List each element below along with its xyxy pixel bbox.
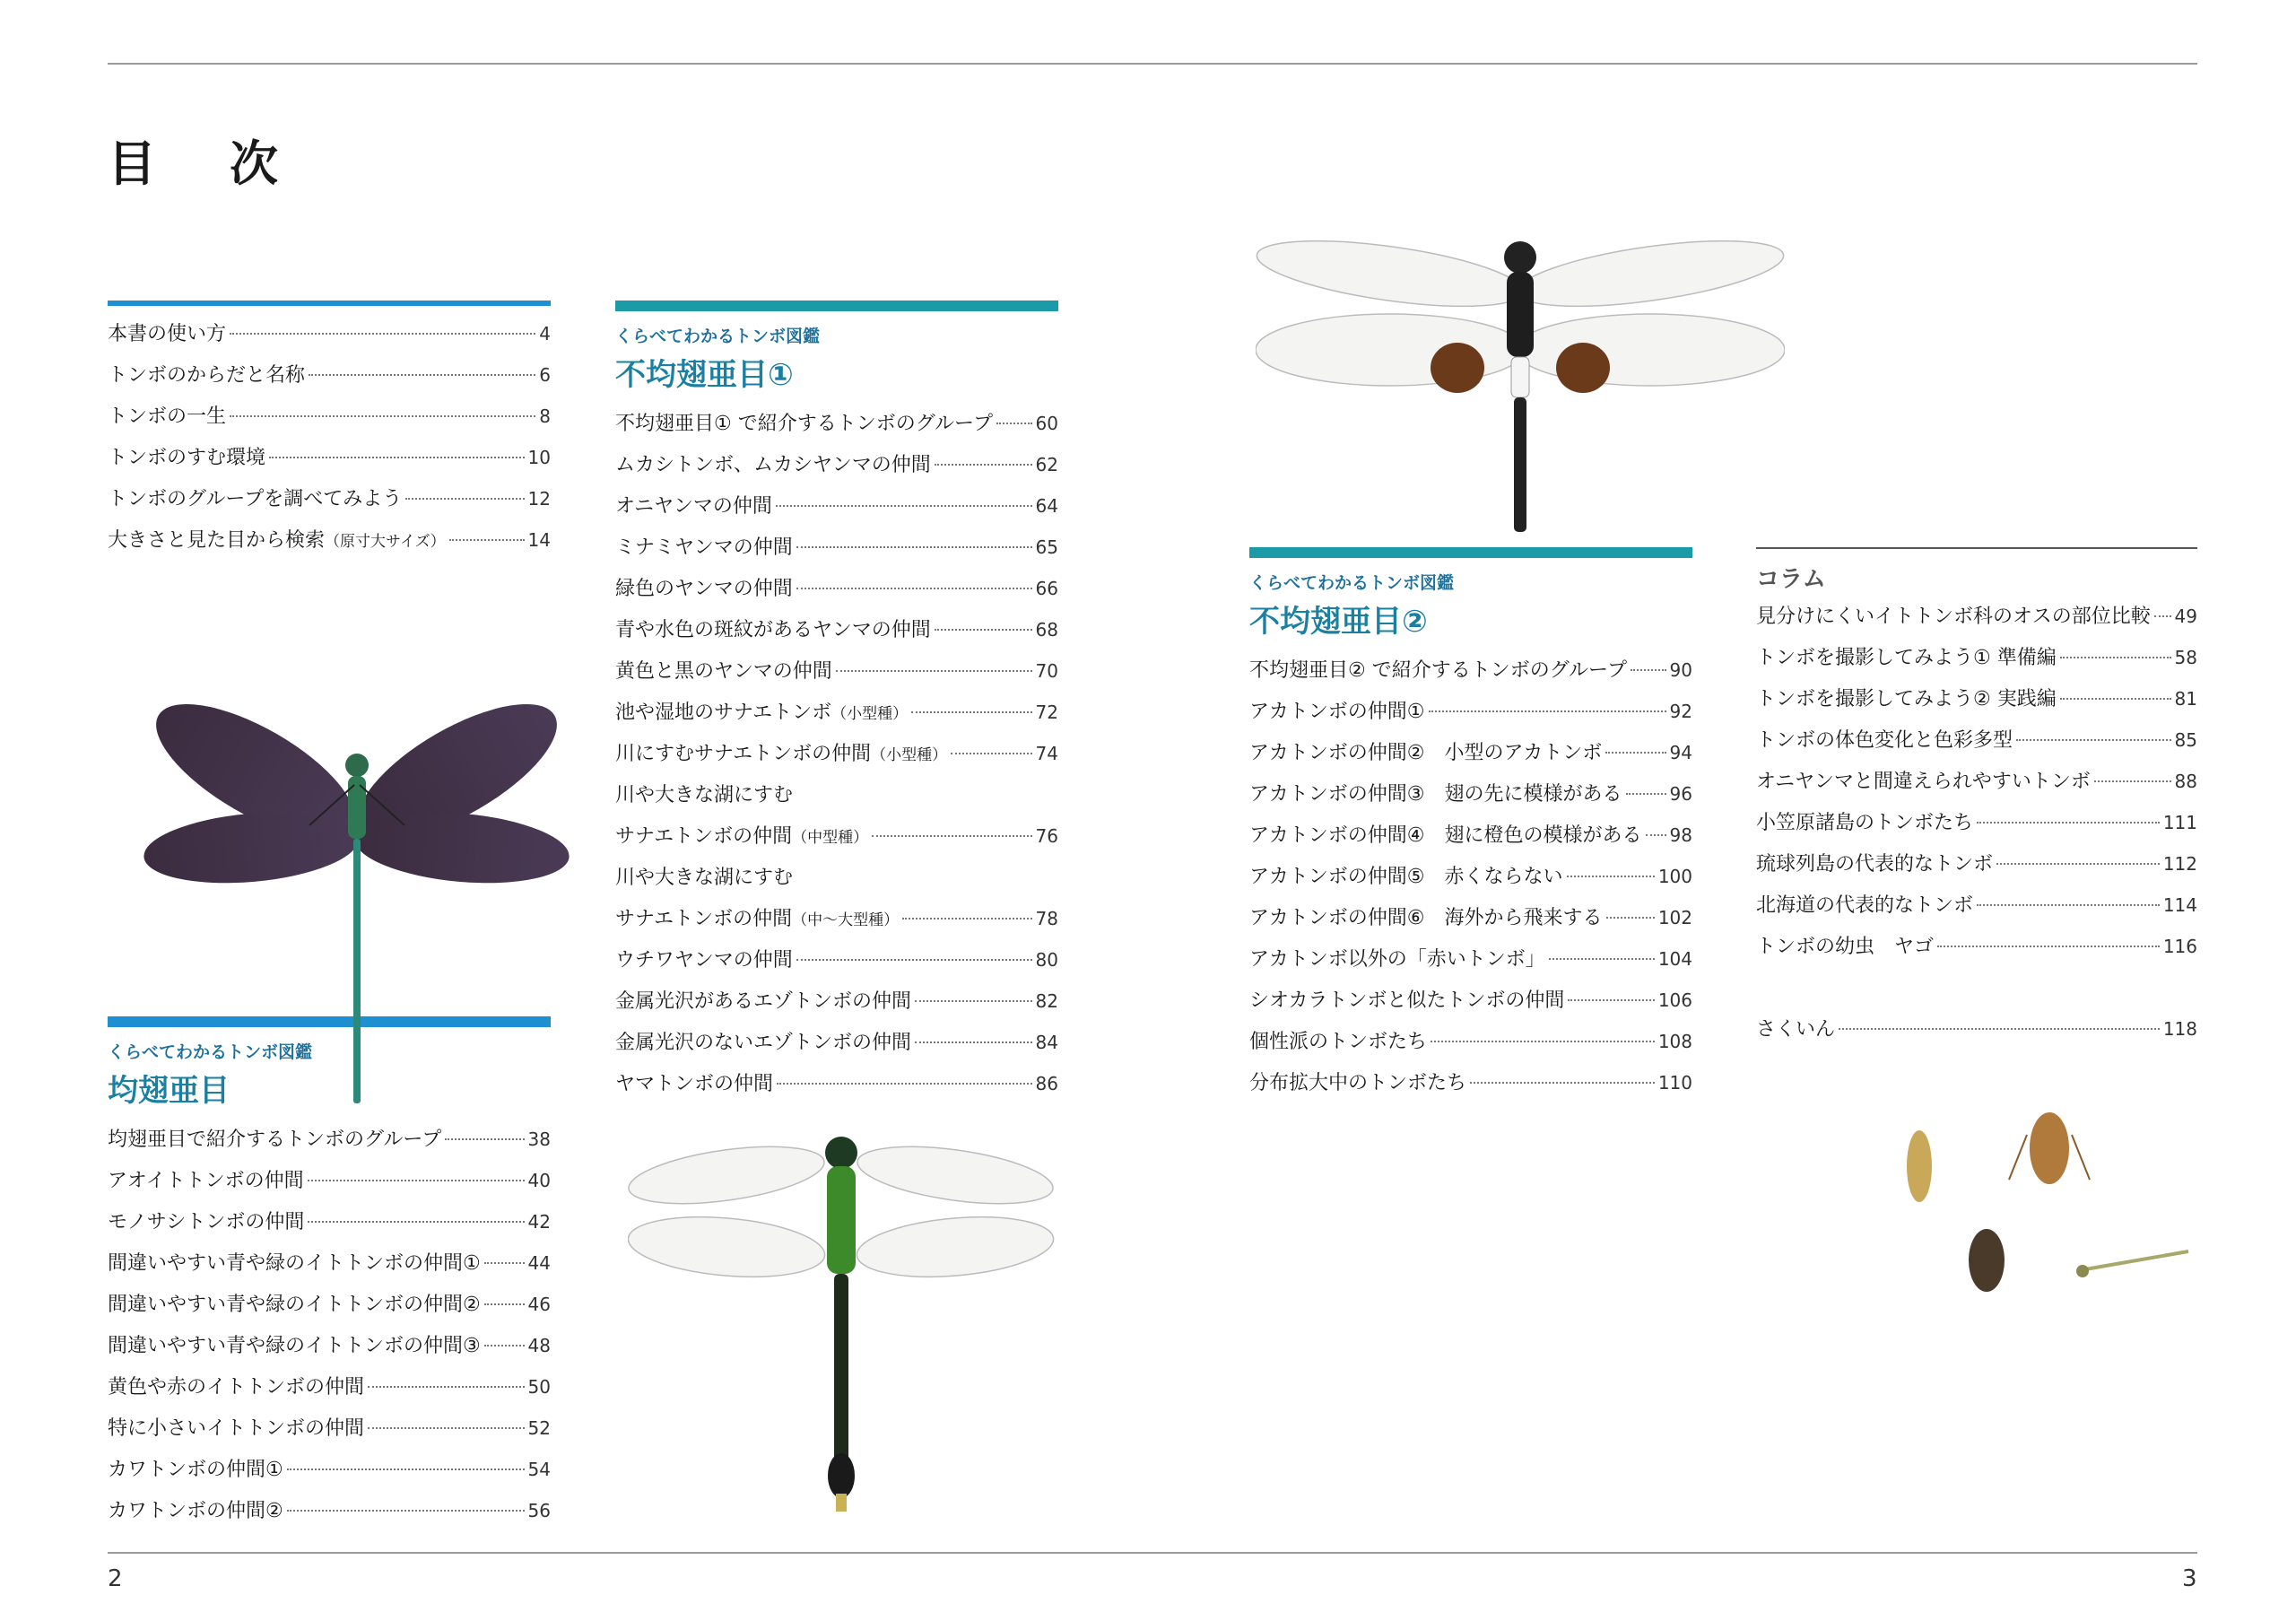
toc-entry-label: 金属光沢のないエゾトンボの仲間: [615, 1032, 912, 1054]
toc-entry[interactable]: [615, 408, 1058, 449]
zygoptera-subtitle: くらべてわかるトンボ図鑑: [108, 1042, 313, 1062]
toc-entry-label: トンボのすむ環境: [108, 447, 266, 469]
toc-entry-page: 106: [1657, 989, 1692, 1011]
toc-entry-label: トンボのからだと名称: [108, 364, 306, 387]
toc-leader-dots: [1431, 1041, 1655, 1042]
anisoptera1-subtitle: くらべてわかるトンボ図鑑: [615, 327, 821, 346]
toc-entry-index[interactable]: [1756, 1014, 2197, 1055]
toc-entry[interactable]: [615, 1068, 1058, 1110]
toc-leader-dots: [915, 1000, 1032, 1002]
larvae-illustration: [1892, 1099, 2202, 1323]
toc-entry-page: 82: [1035, 990, 1058, 1012]
toc-entry-page: 40: [527, 1170, 551, 1191]
toc-entry-label: 池や湿地のサナエトンボ: [615, 702, 832, 724]
toc-entry[interactable]: [615, 573, 1058, 614]
toc-entry-label: モノサシトンボの仲間: [108, 1211, 305, 1233]
toc-entry-label: アカトンボ以外の「赤いトンボ」: [1249, 948, 1545, 971]
anisoptera2-bar: [1249, 547, 1692, 558]
anisoptera2-subtitle: くらべてわかるトンボ図鑑: [1249, 573, 1455, 593]
toc-leader-dots: [1568, 999, 1654, 1001]
toc-entry[interactable]: [615, 780, 1058, 821]
toc-leader-dots: [1606, 917, 1655, 919]
toc-entry-page: 58: [2174, 647, 2197, 668]
toc-entry-label: 緑色のヤンマの仲間: [615, 578, 793, 600]
toc-entry-label: 見分けにくいイトトンボ科のオスの部位比較: [1756, 606, 2151, 628]
anisoptera1-title: 不均翅亜目①: [615, 357, 794, 393]
toc-entry-page: 96: [1669, 783, 1692, 805]
column-toc: [1756, 601, 2197, 972]
toc-entry-page: 110: [1657, 1072, 1692, 1094]
toc-entry-label: 青や水色の斑紋があるヤンマの仲間: [615, 619, 931, 641]
toc-entry[interactable]: [108, 1165, 551, 1207]
toc-entry-label: アカトンボの仲間①: [1249, 701, 1425, 723]
toc-entry-page: 102: [1657, 907, 1692, 928]
toc-leader-dots: [449, 539, 525, 541]
toc-entry[interactable]: [1756, 725, 2197, 766]
dragonfly-top-illustration: [1256, 220, 1785, 543]
toc-entry-label: 北海道の代表的なトンボ: [1756, 894, 1974, 917]
toc-leader-dots: [777, 1083, 1032, 1085]
toc-entry[interactable]: [108, 525, 551, 566]
toc-leader-dots: [484, 1262, 525, 1264]
toc-entry-label: 不均翅亜目① で紹介するトンボのグループ: [615, 413, 993, 435]
toc-entry[interactable]: [1249, 902, 1692, 944]
toc-entry-label: トンボの一生: [108, 405, 227, 428]
toc-leader-dots: [1470, 1082, 1655, 1084]
toc-entry-page: 38: [527, 1129, 551, 1150]
toc-entry[interactable]: [108, 1454, 551, 1495]
top-rule: [108, 63, 2197, 65]
toc-entry[interactable]: [615, 614, 1058, 656]
toc-entry[interactable]: [1249, 779, 1692, 820]
toc-leader-dots: [872, 835, 1031, 837]
toc-entry-label: 琉球列島の代表的なトンボ: [1756, 853, 1994, 876]
toc-entry[interactable]: [1756, 642, 2197, 684]
toc-entry-page: 50: [527, 1376, 551, 1398]
toc-entry-page: 10: [527, 447, 551, 468]
toc-entry-label: 個性派のトンボたち: [1249, 1031, 1428, 1053]
toc-entry-page: 108: [1657, 1031, 1692, 1052]
toc-entry-page: 66: [1035, 578, 1058, 599]
toc-leader-dots: [230, 333, 535, 335]
toc-entry-label: トンボを撮影してみよう② 実践編: [1756, 688, 2057, 710]
toc-entry-note: （中型種）: [792, 829, 869, 847]
toc-leader-dots: [935, 464, 1032, 466]
toc-entry-page: 12: [527, 488, 551, 510]
toc-entry-label: トンボの幼虫 ヤゴ: [1756, 936, 1935, 958]
toc-entry-label: ウチワヤンマの仲間: [615, 949, 793, 972]
toc-leader-dots: [796, 588, 1032, 589]
toc-entry-label: 本書の使い方: [108, 323, 227, 345]
toc-entry-page: 4: [539, 323, 551, 344]
toc-entry-page: 56: [527, 1500, 551, 1521]
column-rule: [1756, 547, 2197, 549]
toc-leader-dots: [911, 711, 1031, 713]
toc-entry[interactable]: [1756, 807, 2197, 849]
toc-leader-dots: [405, 498, 524, 500]
toc-entry-page: 14: [527, 529, 551, 551]
toc-entry-page: 48: [527, 1335, 551, 1356]
toc-entry-page: 62: [1035, 454, 1058, 475]
toc-entry[interactable]: [1249, 985, 1692, 1026]
anisoptera1-toc: [615, 408, 1058, 1110]
toc-entry-label: シオカラトンボと似たトンボの仲間: [1249, 989, 1565, 1012]
anisoptera1-bar: [615, 301, 1058, 311]
toc-leader-dots: [287, 1468, 525, 1470]
toc-entry-label: 小笠原諸島のトンボたち: [1756, 812, 1974, 834]
toc-leader-dots: [1977, 904, 2160, 906]
toc-entry[interactable]: [615, 945, 1058, 986]
toc-entry[interactable]: [615, 821, 1058, 862]
toc-entry-page: 111: [2162, 812, 2197, 833]
title-char-2: 次: [230, 135, 280, 192]
toc-leader-dots: [1605, 752, 1665, 754]
zygoptera-title: 均翅亜目: [108, 1073, 230, 1109]
toc-entry[interactable]: [1249, 655, 1692, 696]
toc-entry[interactable]: [108, 1248, 551, 1289]
index-toc: [1756, 1014, 2197, 1055]
toc-leader-dots: [1549, 958, 1655, 960]
toc-leader-dots: [796, 959, 1032, 961]
toc-leader-dots: [1839, 1028, 2160, 1030]
toc-entry-page: 6: [539, 364, 551, 386]
toc-entry[interactable]: [108, 401, 551, 442]
toc-entry-label: ヤマトンボの仲間: [615, 1073, 774, 1095]
toc-leader-dots: [902, 918, 1031, 919]
toc-entry-label: 間違いやすい青や緑のイトトンボの仲間③: [108, 1335, 481, 1357]
toc-entry-page: 116: [2162, 936, 2197, 957]
toc-entry[interactable]: [108, 1124, 551, 1165]
toc-leader-dots: [484, 1303, 525, 1305]
toc-entry-page: 81: [2174, 688, 2197, 710]
toc-entry[interactable]: [615, 986, 1058, 1027]
toc-leader-dots: [996, 423, 1032, 424]
toc-entry[interactable]: [1756, 890, 2197, 931]
toc-entry-note: （小型種）: [831, 705, 909, 723]
toc-entry[interactable]: [615, 532, 1058, 573]
toc-entry[interactable]: [108, 1289, 551, 1330]
toc-entry-page: 98: [1669, 824, 1692, 846]
column-heading: コラム: [1756, 566, 1826, 593]
toc-entry-label: アカトンボの仲間⑥ 海外から飛来する: [1249, 907, 1603, 929]
toc-entry-note: （小型種）: [871, 746, 948, 764]
toc-entry-page: 52: [527, 1417, 551, 1439]
toc-leader-dots: [1429, 710, 1666, 712]
toc-entry-page: 70: [1035, 660, 1058, 682]
toc-leader-dots: [1937, 946, 2160, 947]
toc-entry[interactable]: [615, 656, 1058, 697]
toc-entry[interactable]: [615, 862, 1058, 903]
damselfly-illustration: [139, 686, 578, 1108]
toc-entry[interactable]: [108, 484, 551, 525]
toc-entry-page: 78: [1035, 908, 1058, 929]
toc-leader-dots: [308, 1221, 524, 1223]
page-number-left: 2: [108, 1565, 123, 1592]
toc-entry[interactable]: [615, 449, 1058, 491]
toc-entry[interactable]: [108, 360, 551, 401]
toc-entry-label: 川や大きな湖にすむ: [615, 867, 794, 889]
toc-leader-dots: [1631, 669, 1666, 671]
toc-leader-dots: [1646, 834, 1666, 836]
toc-entry-page: 46: [527, 1294, 551, 1315]
toc-leader-dots: [309, 374, 535, 376]
toc-entry-label: 川や大きな湖にすむ: [615, 784, 794, 806]
toc-entry[interactable]: [108, 1207, 551, 1248]
toc-leader-dots: [2060, 698, 2171, 700]
toc-entry-page: 65: [1035, 536, 1058, 558]
toc-entry-label: トンボのグループを調べてみよう: [108, 488, 403, 510]
toc-entry-label: トンボを撮影してみよう① 準備編: [1756, 647, 2057, 669]
toc-entry-label: サナエトンボの仲間: [615, 908, 793, 930]
toc-entry[interactable]: [1756, 766, 2197, 807]
toc-entry[interactable]: [1756, 849, 2197, 890]
toc-leader-dots: [368, 1386, 525, 1388]
toc-entry-page: 44: [527, 1252, 551, 1274]
toc-entry-label: ムカシトンボ、ムカシヤンマの仲間: [615, 454, 931, 476]
toc-entry[interactable]: [108, 1413, 551, 1454]
toc-entry-label: 川にすむサナエトンボの仲間: [615, 743, 872, 765]
toc-entry-label: 特に小さいイトトンボの仲間: [108, 1417, 365, 1440]
toc-leader-dots: [2016, 739, 2171, 741]
toc-leader-dots: [308, 1180, 525, 1181]
toc-entry[interactable]: [108, 318, 551, 360]
toc-entry-label: カワトンボの仲間①: [108, 1459, 283, 1481]
toc-entry-label: ミナミヤンマの仲間: [615, 536, 793, 559]
toc-leader-dots: [776, 505, 1032, 507]
toc-entry-page: 60: [1035, 413, 1058, 434]
toc-entry-label: さくいん: [1756, 1018, 1836, 1041]
toc-leader-dots: [287, 1510, 525, 1512]
toc-entry-label: 黄色や赤のイトトンボの仲間: [108, 1376, 365, 1399]
toc-entry-label: トンボの体色変化と色彩多型: [1756, 729, 2013, 752]
toc-entry-page: 92: [1669, 701, 1692, 722]
toc-entry-note: （原寸大サイズ）: [325, 533, 446, 551]
toc-entry-label: アカトンボの仲間④ 翅に橙色の模様がある: [1249, 824, 1642, 847]
toc-leader-dots: [445, 1138, 524, 1140]
toc-entry[interactable]: [1756, 931, 2197, 972]
toc-entry-page: 90: [1669, 659, 1692, 681]
toc-entry-label: アオイトトンボの仲間: [108, 1170, 304, 1192]
toc-entry[interactable]: [1756, 684, 2197, 725]
toc-entry[interactable]: [615, 903, 1058, 945]
toc-leader-dots: [230, 415, 535, 417]
toc-entry[interactable]: [1249, 1026, 1692, 1068]
toc-entry-page: 114: [2162, 894, 2197, 916]
anisoptera2-toc: [1249, 655, 1692, 1109]
toc-entry[interactable]: [615, 491, 1058, 532]
toc-entry[interactable]: [1249, 737, 1692, 779]
toc-entry-page: 88: [2174, 771, 2197, 792]
anisoptera2-title: 不均翅亜目②: [1249, 604, 1428, 640]
title-char-1: 目: [108, 135, 158, 192]
toc-entry-page: 54: [527, 1459, 551, 1480]
toc-leader-dots: [2060, 657, 2171, 658]
toc-leader-dots: [2154, 615, 2171, 617]
toc-entry[interactable]: [1249, 944, 1692, 985]
toc-leader-dots: [1567, 876, 1655, 877]
toc-entry-label: アカトンボの仲間⑤ 赤くならない: [1249, 866, 1563, 888]
intro-toc: [108, 318, 551, 566]
toc-entry-page: 49: [2174, 606, 2197, 627]
bottom-rule: [108, 1552, 2197, 1554]
toc-leader-dots: [935, 629, 1032, 631]
toc-entry[interactable]: [108, 1495, 551, 1537]
toc-entry-page: 85: [2174, 729, 2197, 751]
toc-leader-dots: [484, 1345, 525, 1346]
toc-entry-page: 76: [1035, 825, 1058, 847]
toc-leader-dots: [796, 546, 1032, 548]
toc-entry[interactable]: [615, 738, 1058, 780]
toc-entry-note: （中〜大型種）: [792, 911, 900, 929]
toc-entry-page: 104: [1657, 948, 1692, 970]
toc-entry-label: 大きさと見た目から検索: [108, 529, 326, 552]
toc-entry-page: 68: [1035, 619, 1058, 641]
toc-leader-dots: [269, 457, 525, 458]
toc-entry-label: 間違いやすい青や緑のイトトンボの仲間①: [108, 1252, 481, 1275]
toc-entry-label: 黄色と黒のヤンマの仲間: [615, 660, 832, 683]
toc-leader-dots: [2094, 780, 2171, 782]
toc-leader-dots: [368, 1427, 525, 1429]
toc-entry-label: 不均翅亜目② で紹介するトンボのグループ: [1249, 659, 1627, 682]
toc-entry-label: オニヤンマと間違えられやすいトンボ: [1756, 771, 2091, 793]
toc-leader-dots: [1977, 822, 2160, 824]
toc-entry-page: 80: [1035, 949, 1058, 971]
toc-entry[interactable]: [108, 1330, 551, 1372]
toc-leader-dots: [1626, 793, 1666, 795]
toc-leader-dots: [951, 753, 1031, 754]
dragonfly-bottom-illustration: [628, 1126, 1058, 1525]
toc-entry-label: カワトンボの仲間②: [108, 1500, 283, 1522]
intro-bar: [108, 301, 551, 306]
toc-entry-page: 86: [1035, 1073, 1058, 1094]
toc-entry[interactable]: [1249, 820, 1692, 861]
toc-entry[interactable]: [1756, 601, 2197, 642]
toc-entry[interactable]: [615, 1027, 1058, 1068]
toc-entry[interactable]: [615, 697, 1058, 738]
toc-entry-page: 118: [2162, 1018, 2197, 1040]
toc-entry-label: 分布拡大中のトンボたち: [1249, 1072, 1467, 1094]
toc-entry-page: 94: [1669, 742, 1692, 763]
toc-entry[interactable]: [108, 442, 551, 484]
toc-entry-page: 8: [539, 405, 551, 427]
toc-entry-label: オニヤンマの仲間: [615, 495, 772, 518]
toc-entry[interactable]: [108, 1372, 551, 1413]
zygoptera-toc: [108, 1124, 551, 1537]
toc-entry-page: 64: [1035, 495, 1058, 517]
toc-entry-page: 112: [2162, 853, 2197, 875]
toc-entry-label: アカトンボの仲間③ 翅の先に模様がある: [1249, 783, 1622, 806]
toc-entry-page: 72: [1035, 702, 1058, 723]
toc-entry-page: 74: [1035, 743, 1058, 764]
toc-entry-label: 間違いやすい青や緑のイトトンボの仲間②: [108, 1294, 481, 1316]
toc-leader-dots: [836, 670, 1032, 672]
page-title: [108, 126, 280, 195]
toc-entry-label: 均翅亜目で紹介するトンボのグループ: [108, 1129, 442, 1151]
toc-entry-page: 100: [1657, 866, 1692, 887]
toc-entry[interactable]: [1249, 1068, 1692, 1109]
toc-entry-label: サナエトンボの仲間: [615, 825, 793, 848]
page-number-right: 3: [2182, 1565, 2197, 1592]
toc-leader-dots: [915, 1041, 1032, 1043]
toc-entry-label: アカトンボの仲間② 小型のアカトンボ: [1249, 742, 1603, 764]
toc-leader-dots: [1996, 863, 2160, 865]
toc-entry-page: 84: [1035, 1032, 1058, 1053]
toc-entry[interactable]: [1249, 861, 1692, 902]
toc-entry-page: 42: [527, 1211, 551, 1233]
toc-entry[interactable]: [1249, 696, 1692, 737]
toc-entry-label: 金属光沢があるエゾトンボの仲間: [615, 990, 912, 1013]
